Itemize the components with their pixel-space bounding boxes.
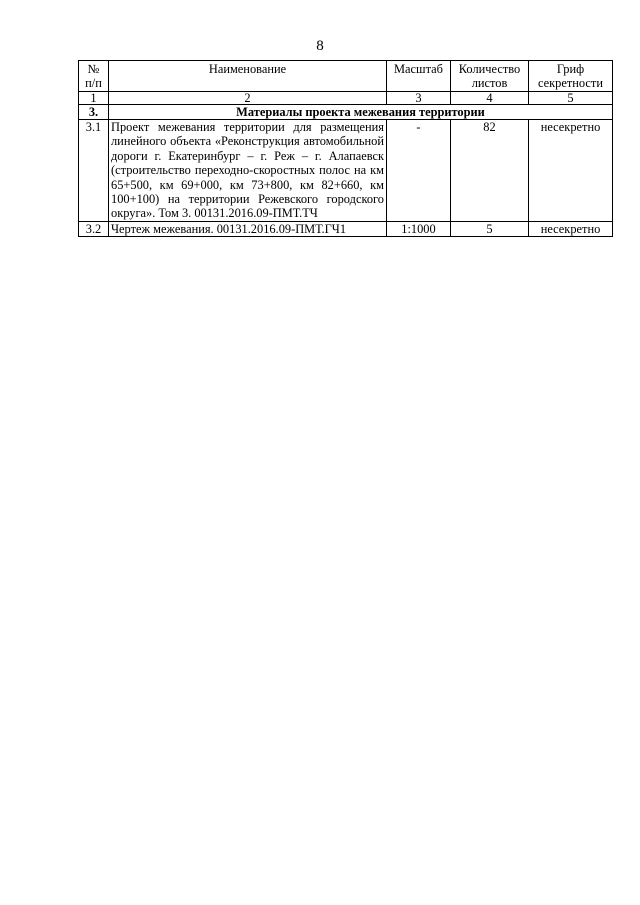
row-sheets: 5 <box>451 221 529 236</box>
section-row <box>79 105 613 120</box>
column-index: 1 <box>79 92 109 105</box>
header-num-line2: п/п <box>85 76 102 91</box>
row-sheets: 82 <box>451 120 529 222</box>
row-scale: - <box>387 120 451 222</box>
table-row <box>79 221 613 236</box>
row-name: Чертеж межевания. 00131.2016.09-ПМТ.ГЧ1 <box>109 221 387 236</box>
header-secrecy <box>529 61 613 92</box>
header-scale: Масштаб <box>387 61 451 92</box>
column-index: 2 <box>109 92 387 105</box>
header-sheets-line2: листов <box>471 76 508 91</box>
row-scale: 1:1000 <box>387 221 451 236</box>
row-secrecy: несекретно <box>529 120 613 222</box>
header-secrecy-line2: секретности <box>538 76 603 91</box>
section-number: 3. <box>79 105 109 120</box>
row-secrecy: несекретно <box>529 221 613 236</box>
column-index-row <box>79 92 613 105</box>
column-index: 4 <box>451 92 529 105</box>
row-number: 3.1 <box>79 120 109 222</box>
header-num-line1: № <box>87 62 100 76</box>
row-name: Проект межевания территории для размещения линейного объекта «Реконструкция автомобильной дороги г. Екатеринбург – г. Реж – г. Алапаевск (строительство переходно-скоростных полос на км 65+500, км 69+000, км 73+800, км 82+660, км 100+100) на территории Режевского городского округа». Том 3. 00131.2016.09-ПМТ.ТЧ <box>109 120 387 222</box>
column-index: 5 <box>529 92 613 105</box>
table-header-row <box>79 61 613 92</box>
header-sheets <box>451 61 529 92</box>
header-num <box>79 61 109 92</box>
column-index: 3 <box>387 92 451 105</box>
table-row <box>79 120 613 222</box>
documents-table <box>78 60 613 237</box>
page-number: 8 <box>316 38 324 54</box>
header-name: Наименование <box>109 61 387 92</box>
header-secrecy-line1: Гриф <box>556 62 585 76</box>
section-title: Материалы проекта межевания территории <box>109 105 613 120</box>
header-sheets-line1: Количество <box>458 62 521 76</box>
row-number: 3.2 <box>79 221 109 236</box>
